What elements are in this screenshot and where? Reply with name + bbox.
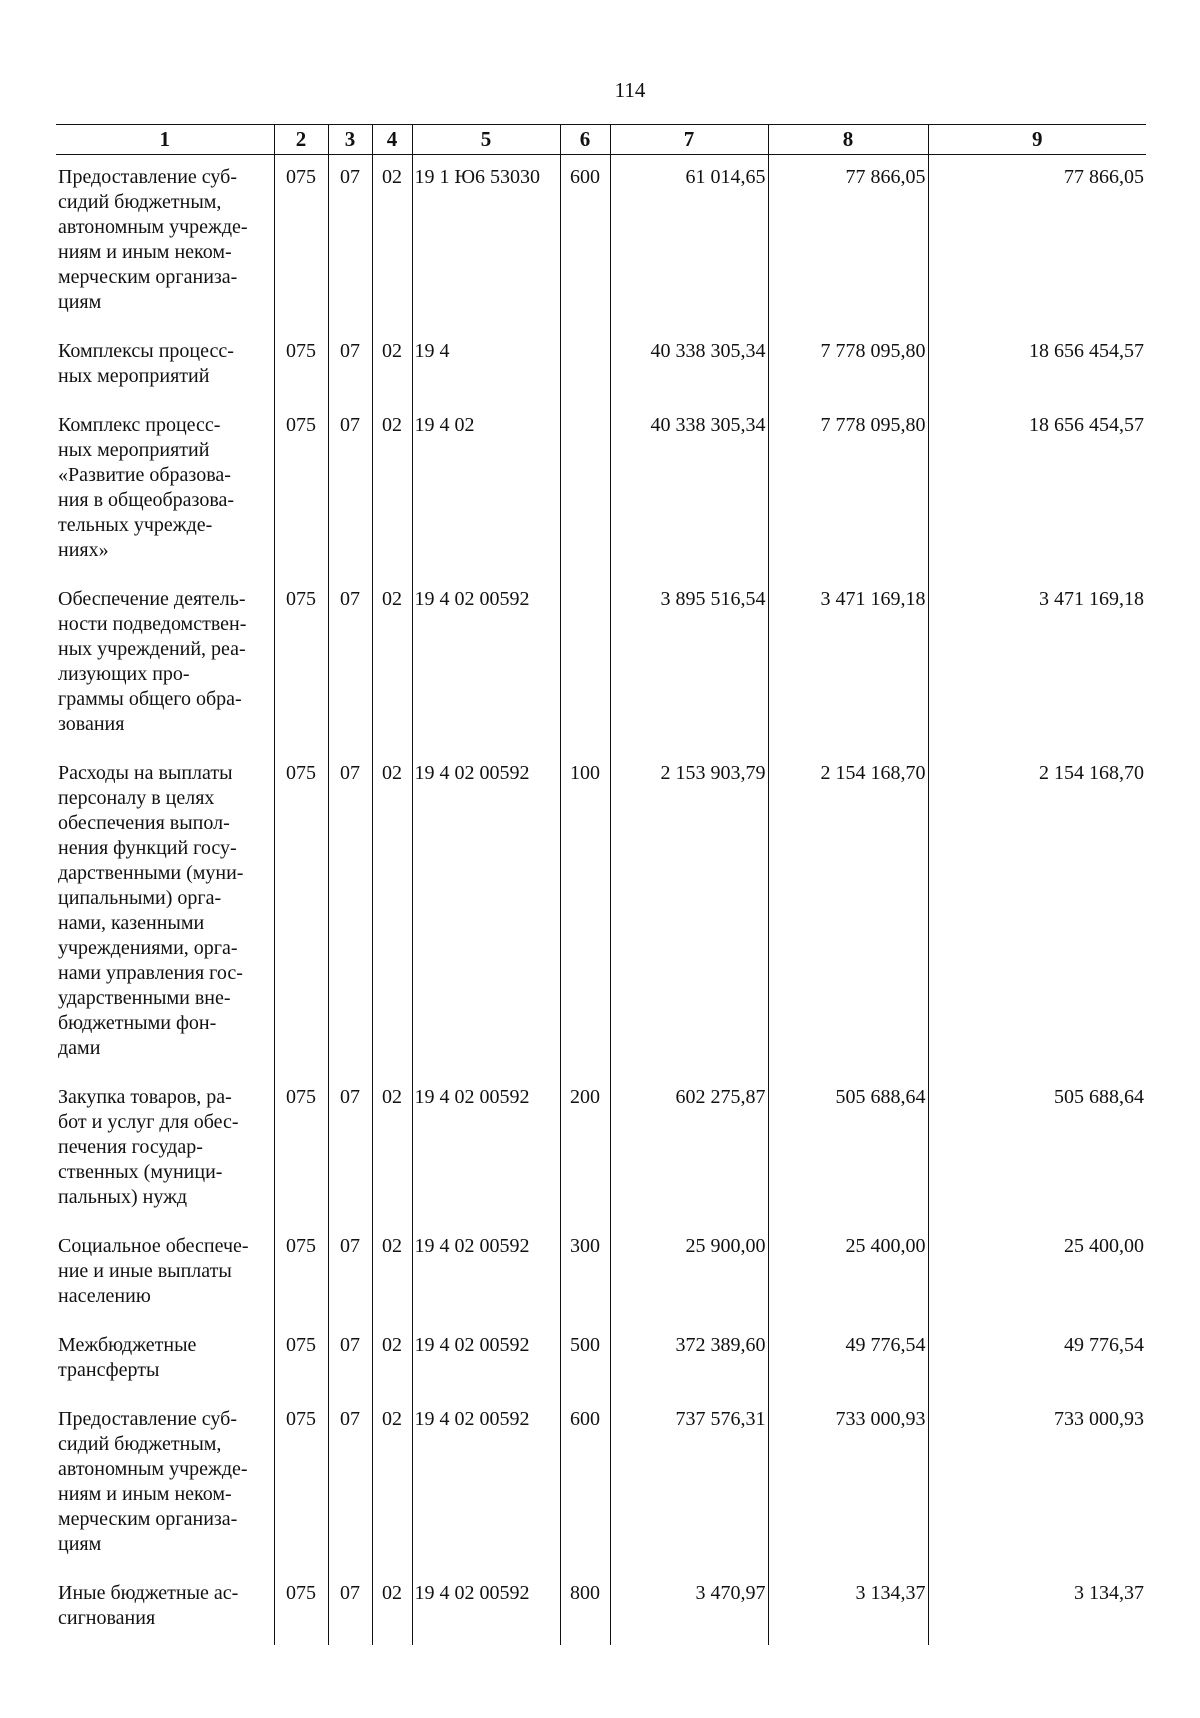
header-cell-5: 5 (412, 125, 560, 155)
row-code-3: 07 (328, 577, 372, 751)
row-amount-9: 25 400,00 (928, 1224, 1146, 1323)
row-code-3: 07 (328, 1397, 372, 1571)
row-amount-8: 2 154 168,70 (768, 751, 928, 1075)
table-row (56, 403, 1146, 577)
row-code-6: 500 (560, 1323, 610, 1397)
row-code-2: 075 (274, 1397, 328, 1571)
row-amount-9: 3 134,37 (928, 1571, 1146, 1645)
row-amount-7: 61 014,65 (610, 155, 768, 330)
row-code-6: 800 (560, 1571, 610, 1645)
row-amount-9: 2 154 168,70 (928, 751, 1146, 1075)
table-row (56, 329, 1146, 403)
header-cell-6: 6 (560, 125, 610, 155)
row-code-5: 19 1 Ю6 53030 (412, 155, 560, 330)
table-row (56, 751, 1146, 1075)
row-code-5: 19 4 02 00592 (412, 577, 560, 751)
header-cell-9: 9 (928, 125, 1146, 155)
row-name: Иные бюджетные ас- сигнования (58, 1582, 239, 1629)
header-cell-2: 2 (274, 125, 328, 155)
row-code-5: 19 4 (412, 329, 560, 403)
row-amount-7: 2 153 903,79 (610, 751, 768, 1075)
row-amount-7: 40 338 305,34 (610, 329, 768, 403)
table-header (56, 125, 1146, 155)
row-amount-8: 77 866,05 (768, 155, 928, 330)
row-name: Социальное обеспече- ние и иные выплаты населению (58, 1235, 249, 1307)
row-code-6 (560, 403, 610, 577)
row-code-5: 19 4 02 (412, 403, 560, 577)
table-row (56, 1224, 1146, 1323)
row-amount-7: 602 275,87 (610, 1075, 768, 1224)
row-code-4: 02 (372, 1397, 412, 1571)
budget-table (56, 124, 1146, 1645)
row-amount-7: 40 338 305,34 (610, 403, 768, 577)
page-number: 114 (614, 78, 646, 102)
row-amount-7: 3 895 516,54 (610, 577, 768, 751)
row-code-5: 19 4 02 00592 (412, 1224, 560, 1323)
row-code-4: 02 (372, 751, 412, 1075)
row-name: Предоставление суб- сидий бюджетным, автономным учрежде- ниям и иным неком- мерческим организа- циям (58, 166, 248, 313)
row-code-4: 02 (372, 1075, 412, 1224)
row-amount-9: 77 866,05 (928, 155, 1146, 330)
table-body (56, 155, 1146, 1646)
row-code-5: 19 4 02 00592 (412, 1323, 560, 1397)
row-name: Комплексы процесс- ных мероприятий (58, 340, 234, 387)
table-row (56, 577, 1146, 751)
row-code-3: 07 (328, 1323, 372, 1397)
table-row (56, 1571, 1146, 1645)
row-code-6: 600 (560, 1397, 610, 1571)
row-code-4: 02 (372, 403, 412, 577)
header-cell-7: 7 (610, 125, 768, 155)
row-code-2: 075 (274, 403, 328, 577)
row-amount-7: 737 576,31 (610, 1397, 768, 1571)
table-row (56, 1397, 1146, 1571)
row-code-4: 02 (372, 155, 412, 330)
row-code-5: 19 4 02 00592 (412, 1397, 560, 1571)
row-code-4: 02 (372, 329, 412, 403)
row-code-5: 19 4 02 00592 (412, 1075, 560, 1224)
row-code-2: 075 (274, 1571, 328, 1645)
row-code-5: 19 4 02 00592 (412, 1571, 560, 1645)
row-code-4: 02 (372, 1224, 412, 1323)
table-row (56, 155, 1146, 330)
row-code-6: 100 (560, 751, 610, 1075)
row-code-2: 075 (274, 329, 328, 403)
row-amount-9: 733 000,93 (928, 1397, 1146, 1571)
row-name: Предоставление суб- сидий бюджетным, автономным учрежде- ниям и иным неком- мерческим организа- циям (58, 1408, 248, 1555)
row-code-2: 075 (274, 1323, 328, 1397)
row-code-2: 075 (274, 1224, 328, 1323)
table-row (56, 1323, 1146, 1397)
header-cell-3: 3 (328, 125, 372, 155)
row-code-3: 07 (328, 155, 372, 330)
row-code-2: 075 (274, 577, 328, 751)
row-name: Расходы на выплаты персоналу в целях обеспечения выпол- нения функций госу- дарственными (муни- ципальными) орга- нами, казенными учреждениями, орга- нами управления гос- ударственными вне- бюджетными фон- дами (58, 762, 244, 1059)
row-amount-7: 3 470,97 (610, 1571, 768, 1645)
row-code-4: 02 (372, 577, 412, 751)
row-code-5: 19 4 02 00592 (412, 751, 560, 1075)
row-amount-8: 505 688,64 (768, 1075, 928, 1224)
row-amount-8: 733 000,93 (768, 1397, 928, 1571)
row-amount-8: 25 400,00 (768, 1224, 928, 1323)
row-amount-9: 3 471 169,18 (928, 577, 1146, 751)
row-code-3: 07 (328, 403, 372, 577)
row-amount-9: 18 656 454,57 (928, 403, 1146, 577)
row-code-6: 300 (560, 1224, 610, 1323)
row-code-6: 200 (560, 1075, 610, 1224)
row-code-3: 07 (328, 1075, 372, 1224)
row-name: Закупка товаров, ра- бот и услуг для обес- печения государ- ственных (муници- пальных) нужд (58, 1086, 239, 1208)
row-name: Межбюджетные трансферты (58, 1334, 197, 1381)
row-amount-8: 7 778 095,80 (768, 403, 928, 577)
row-amount-9: 505 688,64 (928, 1075, 1146, 1224)
row-amount-9: 49 776,54 (928, 1323, 1146, 1397)
row-amount-8: 7 778 095,80 (768, 329, 928, 403)
row-code-3: 07 (328, 329, 372, 403)
row-name: Комплекс процесс- ных мероприятий «Развитие образова- ния в общеобразова- тельных учрежде- ниях» (58, 414, 235, 561)
row-code-6 (560, 329, 610, 403)
row-amount-9: 18 656 454,57 (928, 329, 1146, 403)
header-cell-8: 8 (768, 125, 928, 155)
row-amount-8: 3 134,37 (768, 1571, 928, 1645)
row-code-2: 075 (274, 751, 328, 1075)
row-code-2: 075 (274, 155, 328, 330)
row-amount-8: 3 471 169,18 (768, 577, 928, 751)
row-name: Обеспечение деятель- ности подведомствен- ных учреждений, реа- лизующих про- граммы общего обра- зования (58, 588, 247, 735)
row-code-6 (560, 577, 610, 751)
row-code-2: 075 (274, 1075, 328, 1224)
row-code-3: 07 (328, 1224, 372, 1323)
row-code-6: 600 (560, 155, 610, 330)
row-amount-7: 372 389,60 (610, 1323, 768, 1397)
table-row (56, 1075, 1146, 1224)
header-cell-4: 4 (372, 125, 412, 155)
row-code-3: 07 (328, 1571, 372, 1645)
row-amount-7: 25 900,00 (610, 1224, 768, 1323)
row-code-4: 02 (372, 1571, 412, 1645)
row-code-3: 07 (328, 751, 372, 1075)
header-cell-1: 1 (56, 125, 274, 155)
row-amount-8: 49 776,54 (768, 1323, 928, 1397)
row-code-4: 02 (372, 1323, 412, 1397)
header-row (56, 125, 1146, 155)
